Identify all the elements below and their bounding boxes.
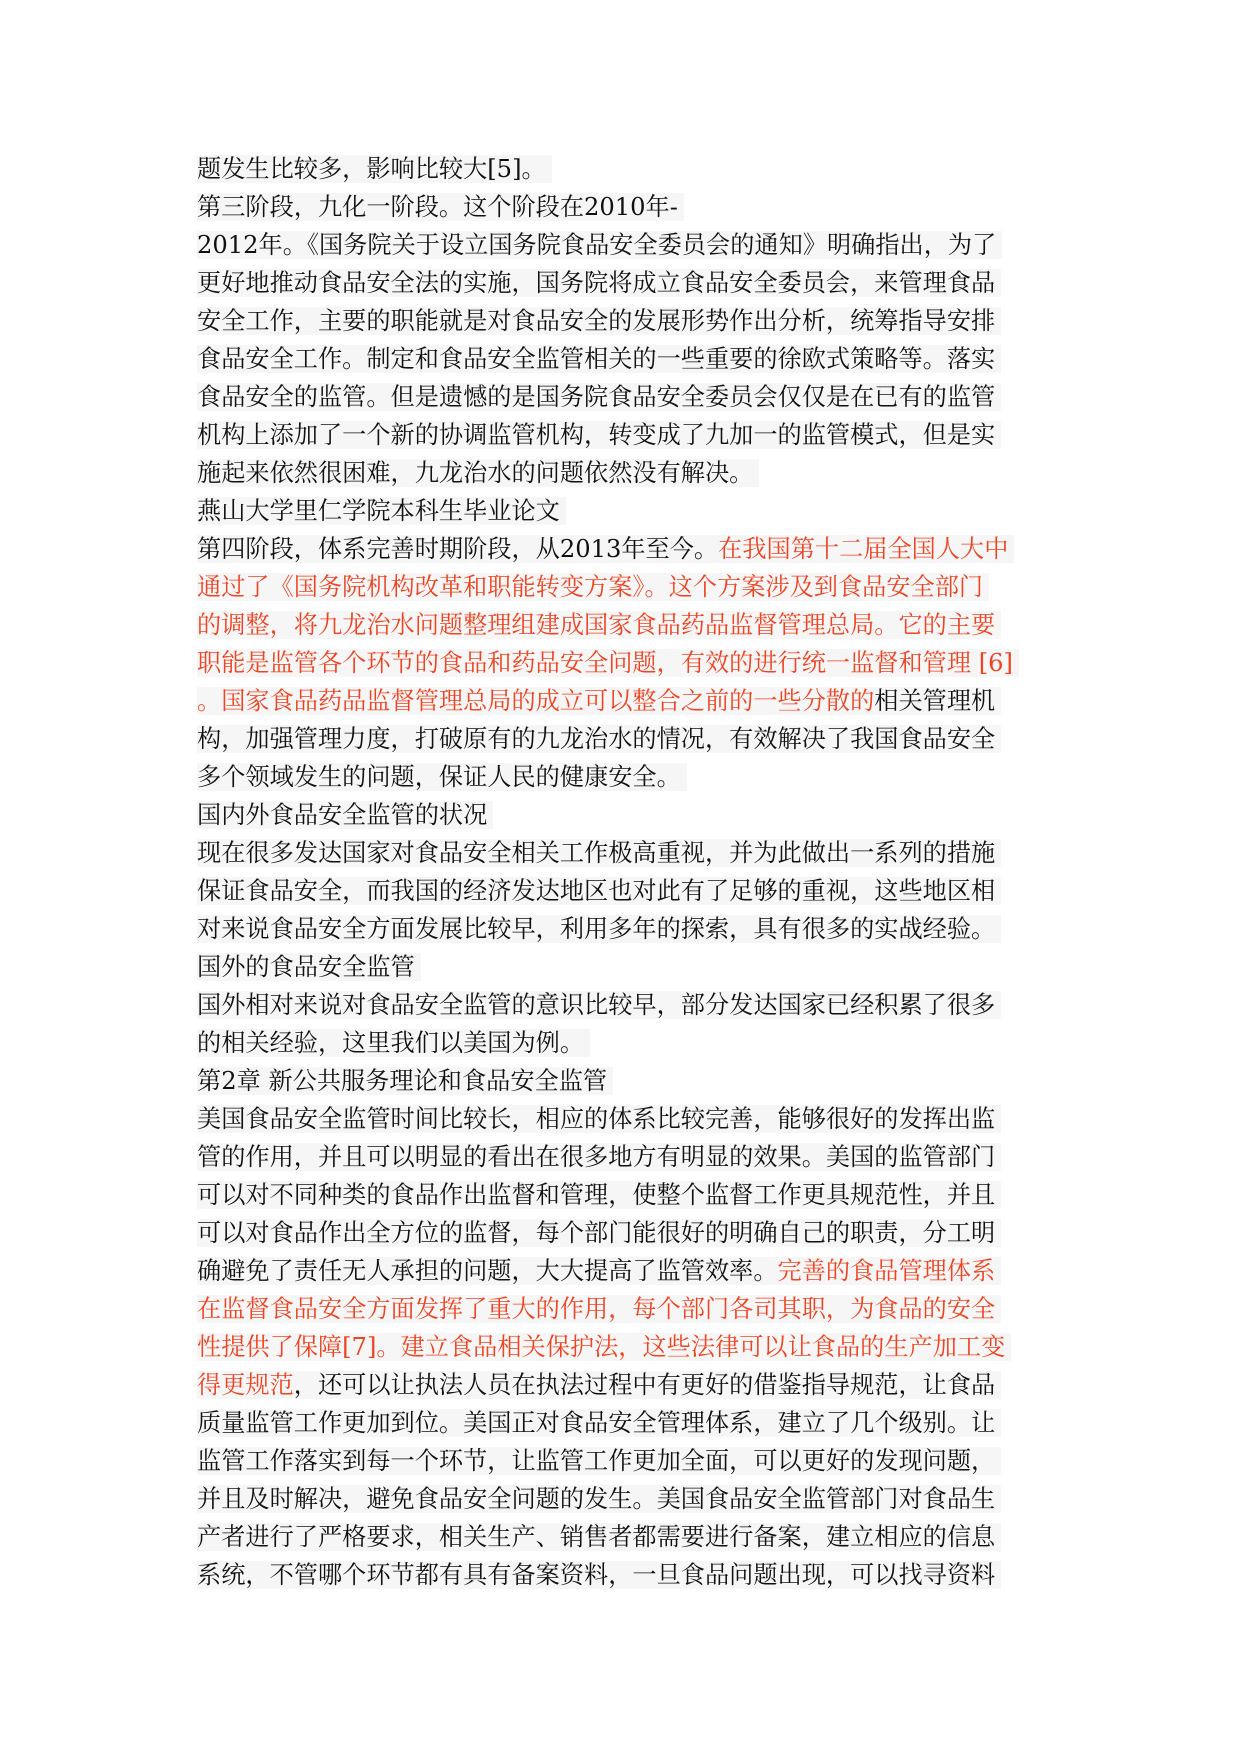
line-highlight (197, 231, 1002, 259)
text-line (197, 492, 1047, 530)
text-segment: 多个领域发生的问题，保证人民的健康安全。 (197, 763, 681, 791)
highlighted-text-segment: 。国家食品药品监督管理总局的成立可以整合之前的一些分散的 (197, 687, 875, 715)
text-segment: 现在很多发达国家对食品安全相关工作极高重视，并为此做出一系列的措施 (197, 839, 996, 867)
line-highlight (197, 155, 552, 183)
text-segment: 可以对不同种类的食品作出监督和管理，使整个监督工作更具规范性，并且 (197, 1181, 996, 1209)
text-line (197, 340, 1047, 378)
line-highlight (197, 1447, 1001, 1475)
text-line (197, 1100, 1047, 1138)
text-segment: 2012年。《国务院关于设立国务院食品安全委员会的通知》明确指出，为了 (197, 231, 997, 259)
line-highlight (197, 1485, 1001, 1513)
highlighted-text-segment: 通过了《国务院机构改革和职能转变方案》。这个方案涉及到食品安全部门 (197, 573, 984, 601)
text-line (197, 1442, 1047, 1480)
text-segment: 可以对食品作出全方位的监督，每个部门能很好的明确自己的职责，分工明 (197, 1219, 996, 1247)
line-highlight (197, 649, 1019, 677)
text-segment: 并且及时解决，避免食品安全问题的发生。美国食品安全监管部门对食品生 (197, 1485, 996, 1513)
line-highlight (197, 573, 989, 601)
text-segment: 食品安全的监管。但是遗憾的是国务院食品安全委员会仅仅是在已有的监管 (197, 383, 996, 411)
text-segment: 第三阶段，九化一阶段。这个阶段在2010年- (197, 193, 678, 221)
line-highlight (197, 1295, 1001, 1323)
text-segment: 安全工作，主要的职能就是对食品安全的发展形势作出分析，统筹指导安排 (197, 307, 996, 335)
line-highlight (197, 991, 1001, 1019)
text-line (197, 644, 1047, 682)
highlighted-text-segment: 性提供了保障[7]。建立食品相关保护法，这些法律可以让食品的生产加工变 (197, 1333, 1006, 1361)
text-line (197, 226, 1047, 264)
text-segment: 食品安全工作。制定和食品安全监管相关的一些重要的徐欧式策略等。落实 (197, 345, 996, 373)
text-line (197, 1404, 1047, 1442)
line-highlight (197, 307, 1001, 335)
text-segment: 燕山大学里仁学院本科生毕业论文 (197, 497, 560, 525)
text-segment: 第四阶段，体系完善时期阶段，从2013年至今。 (197, 535, 719, 563)
text-line (197, 188, 1047, 226)
line-highlight (197, 193, 684, 221)
text-segment: 相关管理机 (874, 687, 996, 715)
text-line (197, 530, 1047, 568)
line-highlight (197, 1143, 1001, 1171)
text-segment: 美国食品安全监管时间比较长，相应的体系比较完善，能够很好的发挥出监 (197, 1105, 996, 1133)
highlighted-text-segment: 得更规范 (197, 1371, 294, 1399)
text-line (197, 454, 1047, 492)
line-highlight (197, 915, 1001, 943)
text-line (197, 986, 1047, 1024)
line-highlight (197, 725, 1001, 753)
text-line (197, 1062, 1047, 1100)
text-line (197, 1176, 1047, 1214)
text-line (197, 150, 1047, 188)
line-highlight (197, 1181, 1001, 1209)
line-highlight (197, 801, 493, 829)
text-segment: 质量监管工作更加到位。美国正对食品安全管理体系，建立了几个级别。让 (197, 1409, 996, 1437)
line-highlight (197, 345, 1001, 373)
text-segment: ，还可以让执法人员在执法过程中有更好的借鉴指导规范，让食品 (293, 1371, 996, 1399)
text-line (197, 1328, 1047, 1366)
line-highlight (197, 611, 1001, 639)
line-highlight (197, 459, 759, 487)
text-line (197, 1138, 1047, 1176)
line-highlight (197, 1029, 590, 1057)
text-line (197, 1252, 1047, 1290)
line-highlight (197, 383, 1001, 411)
text-segment: 国外的食品安全监管 (197, 953, 415, 981)
line-highlight (197, 1561, 1001, 1589)
highlighted-text-segment: 在监督食品安全方面发挥了重大的作用，每个部门各司其职，为食品的安全 (197, 1295, 996, 1323)
line-highlight (197, 269, 1001, 297)
text-line (197, 834, 1047, 872)
text-line (197, 378, 1047, 416)
text-segment: 题发生比较多，影响比较大[5]。 (197, 155, 546, 183)
text-line (197, 948, 1047, 986)
document-body (197, 150, 1047, 1594)
text-segment: 机构上添加了一个新的协调监管机构，转变成了九加一的监管模式，但是实 (197, 421, 996, 449)
text-line (197, 1290, 1047, 1328)
text-segment: 国外相对来说对食品安全监管的意识比较早，部分发达国家已经积累了很多 (197, 991, 996, 1019)
text-segment: 对来说食品安全方面发展比较早，利用多年的探索，具有很多的实战经验。 (197, 915, 996, 943)
text-segment: 系统，不管哪个环节都有具有备案资料，一旦食品问题出现，可以找寻资料 (197, 1561, 996, 1589)
line-highlight (197, 877, 1001, 905)
text-line (197, 1214, 1047, 1252)
line-highlight (197, 839, 1001, 867)
line-highlight (197, 1409, 1001, 1437)
text-line (197, 910, 1047, 948)
text-line (197, 682, 1047, 720)
line-highlight (197, 1257, 1001, 1285)
line-highlight (197, 763, 687, 791)
text-line (197, 720, 1047, 758)
text-segment: 施起来依然很困难，九龙治水的问题依然没有解决。 (197, 459, 754, 487)
text-line (197, 796, 1047, 834)
line-highlight (197, 953, 421, 981)
text-segment: 国内外食品安全监管的状况 (197, 801, 488, 829)
line-highlight (197, 421, 1001, 449)
line-highlight (197, 1371, 1001, 1399)
line-highlight (197, 687, 1001, 715)
text-segment: 监管工作落实到每一个环节，让监管工作更加全面，可以更好的发现问题， (197, 1447, 996, 1475)
text-line (197, 568, 1047, 606)
highlighted-text-segment: 的调整，将九龙治水问题整理组建成国家食品药品监督管理总局。它的主要 (197, 611, 996, 639)
text-segment: 产者进行了严格要求，相关生产、销售者都需要进行备案，建立相应的信息 (197, 1523, 996, 1551)
text-segment: 更好地推动食品安全法的实施，国务院将成立食品安全委员会，来管理食品 (197, 269, 996, 297)
text-segment: 确避免了责任无人承担的问题，大大提高了监管效率。 (197, 1257, 778, 1285)
line-highlight (197, 1333, 1011, 1361)
text-line (197, 416, 1047, 454)
line-highlight (197, 1523, 1001, 1551)
line-highlight (197, 1105, 1001, 1133)
text-segment: 保证食品安全，而我国的经济发达地区也对此有了足够的重视，这些地区相 (197, 877, 996, 905)
text-line (197, 758, 1047, 796)
line-highlight (197, 535, 1014, 563)
highlighted-text-segment: 完善的食品管理体系 (777, 1257, 996, 1285)
text-line (197, 1556, 1047, 1594)
highlighted-text-segment: 职能是监管各个环节的食品和药品安全问题，有效的进行统一监督和管理 [6] (197, 649, 1013, 677)
highlighted-text-segment: 在我国第十二届全国人大中 (718, 535, 1009, 563)
text-segment: 构，加强管理力度，打破原有的九龙治水的情况，有效解决了我国食品安全 (197, 725, 996, 753)
text-line (197, 606, 1047, 644)
text-line (197, 302, 1047, 340)
text-segment: 管的作用，并且可以明显的看出在很多地方有明显的效果。美国的监管部门 (197, 1143, 996, 1171)
text-segment: 的相关经验，这里我们以美国为例。 (197, 1029, 585, 1057)
line-highlight (197, 1219, 1001, 1247)
text-line (197, 264, 1047, 302)
line-highlight (197, 497, 566, 525)
line-highlight (197, 1067, 613, 1095)
text-line (197, 872, 1047, 910)
text-segment: 第2章 新公共服务理论和食品安全监管 (197, 1067, 608, 1095)
text-line (197, 1024, 1047, 1062)
text-line (197, 1518, 1047, 1556)
text-line (197, 1366, 1047, 1404)
text-line (197, 1480, 1047, 1518)
